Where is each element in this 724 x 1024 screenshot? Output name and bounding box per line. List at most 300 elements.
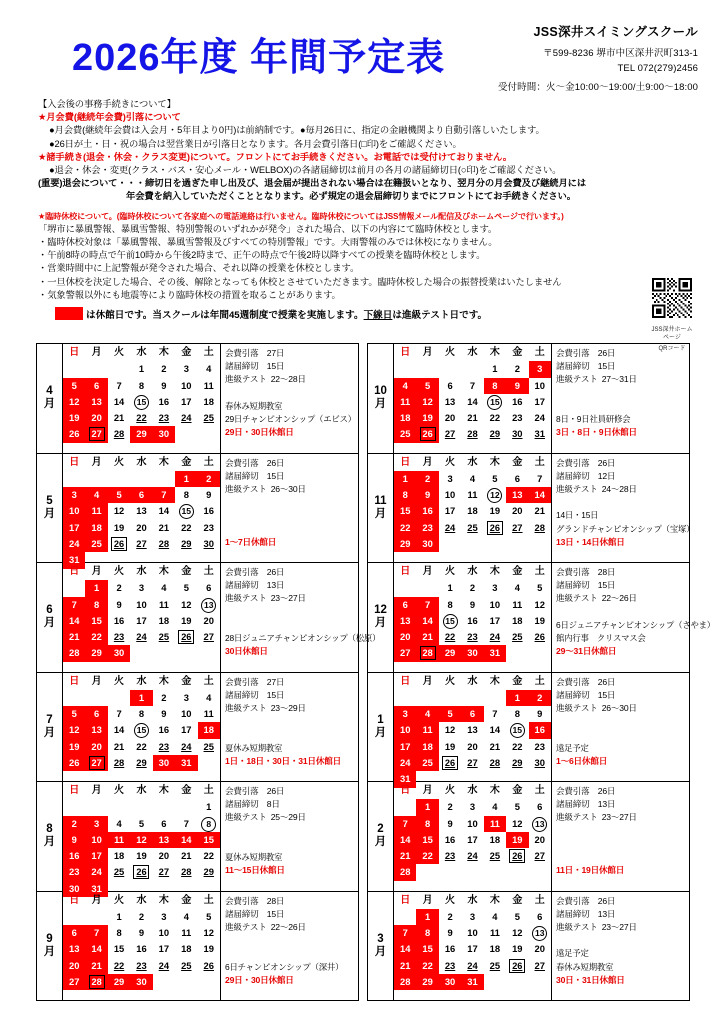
deadline-note: 諸届締切 15日	[556, 361, 616, 372]
day-cell	[198, 816, 220, 832]
week-row	[394, 941, 551, 957]
empty-day-cell	[529, 536, 551, 552]
day-cell: 24	[136, 631, 147, 643]
day-cell: 18	[203, 395, 214, 407]
notice-line: (重要)退会について・・・締切日を過ぎた申し出及び、退会届が提出されない場合は在籍扱いとなり、翌月分の月会費及び継続月には	[38, 178, 587, 189]
mini-calendar	[394, 563, 552, 672]
empty-day-cell	[85, 471, 107, 487]
day-cell: 2	[447, 801, 453, 813]
weekday-header: 水	[467, 785, 478, 796]
qr-caption-line2: QRコード	[658, 346, 686, 352]
closed-days-note: 30日休館日	[225, 646, 268, 657]
fee-note: 会費引落 26日	[556, 676, 616, 687]
weekday-header: 木	[158, 347, 169, 358]
day-cell: 2	[161, 363, 167, 375]
day-cell: 9	[447, 817, 453, 829]
day-cell: 29	[181, 537, 192, 549]
day-cell: 18	[394, 410, 416, 426]
day-cell: 24	[181, 740, 192, 752]
empty-day-cell	[130, 799, 152, 815]
empty-day-cell	[130, 645, 152, 661]
day-cell: 4	[161, 582, 167, 594]
notice-line: 「堺市に暴風警報、暴風雪警報、特別警報のいずれかが発令」された場合、以下の内容にて臨時休校とします。	[38, 223, 498, 234]
weekday-header: 水	[136, 675, 147, 687]
day-cell: 25	[113, 866, 125, 878]
empty-day-cell	[529, 974, 551, 990]
school-name: JSS深井スイミングスクール	[533, 25, 698, 39]
day-cell: 22	[181, 521, 192, 533]
day-cell: 8	[514, 708, 520, 720]
week-row	[63, 848, 220, 864]
day-cell: 5	[138, 817, 145, 829]
day-cell: 4	[394, 378, 416, 394]
weekday-header: 木	[489, 675, 500, 687]
deadline-marker: 15	[510, 723, 525, 738]
day-cell: 30	[534, 756, 545, 768]
day-cell: 20	[467, 740, 478, 752]
month-label: 11 月	[368, 454, 394, 563]
day-cell: 5	[416, 378, 438, 394]
day-cell: 3	[138, 582, 145, 594]
week-row	[394, 394, 551, 410]
weekday-header: 火	[114, 785, 125, 796]
day-cell: 9	[63, 832, 85, 848]
fee-marker: 26	[487, 521, 503, 535]
deadline-marker: 8	[201, 817, 216, 832]
day-cell: 13	[467, 724, 478, 736]
weekday-header: 木	[158, 894, 169, 906]
weekday-header: 土	[203, 347, 214, 358]
mini-calendar	[63, 454, 221, 566]
week-row	[63, 394, 220, 410]
day-cell: 24	[489, 631, 501, 643]
mini-calendar	[394, 454, 552, 563]
empty-day-cell	[198, 426, 220, 442]
day-cell: 18	[113, 850, 125, 862]
weekday-header: 月	[422, 675, 433, 687]
day-cell: 28	[394, 974, 416, 990]
month-notes	[221, 344, 358, 453]
fee-note: 会費引落 27日	[225, 348, 285, 358]
day-cell: 20	[136, 521, 147, 533]
fee-note: 会費引落 26日	[556, 786, 616, 796]
empty-day-cell	[439, 536, 461, 552]
deadline-note: 諸届締切 13日	[556, 908, 616, 919]
day-cell: 27	[63, 974, 85, 990]
week-row	[394, 974, 551, 990]
weekday-header: 火	[114, 347, 125, 358]
empty-day-cell	[394, 909, 416, 925]
day-cell	[130, 394, 152, 410]
day-cell: 3	[394, 706, 416, 722]
month-label: 5 月	[37, 454, 63, 563]
day-cell: 16	[467, 614, 478, 626]
day-cell: 16	[136, 943, 147, 955]
weekday-header: 月	[91, 785, 102, 796]
day-cell: 6	[85, 706, 107, 722]
day-cell: 19	[444, 740, 456, 752]
weekday-header: 金	[512, 566, 523, 577]
event-note: 29日チャンピオンシップ（エビス）	[225, 414, 356, 425]
weekday-header: 土	[534, 347, 545, 358]
day-cell: 10	[444, 489, 456, 501]
weekday-header: 日	[69, 566, 80, 577]
day-cell: 7	[394, 816, 416, 832]
day-cell: 26	[203, 959, 214, 971]
empty-day-cell	[198, 974, 220, 990]
day-cell: 27	[534, 959, 545, 971]
day-cell: 29	[489, 428, 501, 440]
day-cell: 1	[416, 799, 438, 815]
day-cell: 2	[514, 363, 520, 375]
page-header	[0, 22, 724, 100]
day-cell: 9	[447, 927, 453, 939]
week-row	[63, 755, 220, 771]
day-cell: 30	[203, 537, 214, 549]
day-cell: 25	[394, 426, 416, 442]
day-cell: 8	[447, 598, 453, 610]
weekday-header: 水	[136, 347, 147, 358]
fee-marker: 27	[89, 427, 105, 441]
day-cell: 10	[489, 598, 501, 610]
fee-note: 会費引落 26日	[225, 567, 285, 577]
event-note: 遠足予定	[556, 742, 589, 753]
weekday-header: 土	[534, 785, 545, 796]
day-cell: 3	[529, 361, 551, 377]
month-label: 4 月	[37, 344, 63, 453]
empty-day-cell	[416, 690, 438, 706]
notice-line: ★諸手続き(退会・休会・クラス変更)について。フロントにてお手続きください。お電話では受付けておりません。	[38, 151, 512, 162]
empty-day-cell	[394, 580, 416, 596]
deadline-note: 諸届締切 15日	[225, 689, 285, 700]
day-cell: 4	[206, 363, 212, 375]
week-row	[394, 864, 551, 880]
day-cell	[416, 426, 438, 442]
test-note: 進級テスト 23～27日	[556, 921, 637, 932]
day-cell: 10	[181, 379, 192, 391]
closed-days-note: 1日・18日・30日・31日休館日	[225, 755, 341, 766]
qr-code-icon	[652, 278, 692, 318]
day-cell: 27	[534, 850, 545, 862]
day-cell: 28	[158, 537, 170, 549]
empty-day-cell	[108, 799, 130, 815]
day-cell: 1	[447, 582, 453, 594]
day-cell: 22	[203, 850, 214, 862]
day-cell: 3	[161, 910, 167, 922]
month-row	[368, 563, 715, 673]
day-cell: 25	[512, 631, 523, 643]
test-note: 進級テスト 23～29日	[225, 702, 306, 713]
empty-day-cell	[484, 536, 506, 552]
fee-marker: 26	[420, 427, 436, 441]
empty-day-cell	[506, 536, 528, 552]
empty-day-cell	[529, 864, 551, 880]
day-cell: 5	[439, 706, 461, 722]
weekday-header: 月	[422, 894, 433, 906]
day-cell	[529, 816, 551, 832]
day-cell: 9	[506, 378, 528, 394]
day-cell: 7	[416, 597, 438, 613]
day-cell: 2	[198, 471, 220, 487]
week-row	[63, 739, 220, 755]
day-cell: 22	[416, 958, 438, 974]
day-cell: 29	[85, 645, 107, 661]
test-note: 進級テスト 24～28日	[556, 483, 637, 494]
day-cell	[198, 597, 220, 613]
test-note: 進級テスト 25～29日	[225, 812, 306, 823]
weekday-header: 金	[181, 675, 192, 687]
day-cell: 14	[113, 395, 125, 407]
day-cell: 20	[85, 739, 107, 755]
day-cell: 30	[108, 645, 130, 661]
day-cell: 18	[158, 614, 170, 626]
day-cell: 13	[63, 941, 85, 957]
weekday-header: 日	[69, 456, 80, 468]
deadline-marker: 13	[532, 817, 547, 832]
month-row	[37, 892, 358, 1002]
day-cell: 20	[512, 505, 523, 517]
fee-marker: 27	[89, 756, 105, 770]
weekday-header: 日	[69, 675, 80, 687]
week-row	[394, 410, 551, 426]
weekday-header: 火	[114, 456, 125, 468]
day-cell: 23	[444, 959, 456, 971]
closed-days-note: 11～15日休館日	[225, 865, 285, 876]
week-row	[394, 909, 551, 925]
day-cell: 18	[85, 520, 107, 536]
weekday-header: 土	[534, 456, 545, 468]
day-cell: 22	[444, 631, 456, 643]
week-row	[394, 580, 551, 596]
day-cell: 18	[512, 614, 523, 626]
month-notes	[221, 673, 358, 782]
week-row	[394, 799, 551, 815]
month-row	[368, 892, 689, 1002]
day-cell: 12	[181, 598, 192, 610]
month-row	[368, 344, 689, 454]
empty-day-cell	[484, 974, 506, 990]
weekday-header: 日	[400, 894, 411, 906]
day-cell: 24	[534, 412, 545, 424]
empty-day-cell	[63, 361, 85, 377]
qr-code-block	[650, 278, 694, 353]
day-cell: 23	[416, 520, 438, 536]
empty-day-cell	[130, 471, 152, 487]
weekday-header: 木	[158, 785, 169, 796]
day-cell: 19	[416, 410, 438, 426]
empty-day-cell	[85, 909, 107, 925]
day-cell: 10	[85, 832, 107, 848]
day-cell: 24	[394, 755, 416, 771]
day-cell: 11	[512, 598, 523, 610]
week-row	[63, 410, 220, 426]
weekday-header: 木	[158, 675, 169, 687]
day-cell: 13	[85, 394, 107, 410]
day-cell: 5	[537, 582, 543, 594]
month-row	[368, 673, 689, 783]
day-cell: 3	[183, 363, 189, 375]
day-cell: 5	[206, 910, 212, 922]
school-address: 〒599-8236 堺市中区深井沢町313-1	[543, 47, 698, 59]
deadline-note: 諸届締切 15日	[225, 470, 285, 481]
weekday-header: 水	[136, 456, 147, 468]
day-cell: 20	[203, 614, 214, 626]
day-cell: 1	[394, 471, 416, 487]
weekday-header: 水	[467, 675, 478, 687]
day-cell: 20	[158, 850, 170, 862]
day-cell: 8	[416, 925, 438, 941]
weekday-header: 金	[181, 894, 192, 906]
deadline-marker: 15	[134, 723, 149, 738]
week-row	[394, 503, 551, 519]
legend-text-part2: は進級テスト日です。	[392, 310, 488, 321]
day-cell: 23	[63, 864, 85, 880]
day-cell: 22	[113, 959, 125, 971]
notices-block	[38, 98, 698, 302]
day-cell: 6	[537, 910, 543, 922]
day-cell: 3	[85, 816, 107, 832]
day-cell: 29	[108, 974, 130, 990]
day-cell: 13	[153, 832, 175, 848]
weekday-header: 金	[512, 785, 523, 796]
day-cell: 19	[63, 739, 85, 755]
calendar-column-right	[367, 343, 715, 1001]
event-note: 14日・15日	[556, 510, 599, 521]
day-cell: 19	[113, 521, 125, 533]
day-cell: 23	[203, 521, 214, 533]
day-cell: 27	[136, 537, 147, 549]
notice-line: ・午前8時の時点で午前10時から午後2時まで、正午の時点で午後2時以降すべての授業を臨時休校とします。	[38, 250, 486, 261]
day-cell: 6	[130, 487, 152, 503]
day-cell: 18	[467, 505, 478, 517]
legend-underline-term: 下線日	[363, 310, 393, 321]
weekday-header: 日	[400, 456, 411, 468]
day-cell: 14	[63, 613, 85, 629]
day-cell: 18	[489, 943, 501, 955]
month-row	[368, 454, 695, 564]
empty-day-cell	[175, 799, 197, 815]
legend	[55, 307, 487, 321]
fee-note: 会費引落 28日	[556, 567, 616, 577]
day-cell: 7	[116, 708, 122, 720]
day-cell: 14	[158, 505, 170, 517]
day-cell: 24	[181, 412, 192, 424]
calendar-grid	[36, 343, 715, 1001]
day-cell: 3	[492, 582, 498, 594]
day-cell: 16	[203, 505, 214, 517]
day-cell: 22	[136, 740, 147, 752]
event-note: 春休み短期教室	[225, 400, 283, 411]
day-cell: 29	[394, 536, 416, 552]
day-cell: 28	[467, 428, 478, 440]
day-cell: 16	[158, 724, 170, 736]
week-row	[394, 848, 551, 864]
week-row	[63, 974, 220, 990]
empty-day-cell	[63, 580, 85, 596]
weekday-header: 土	[534, 566, 545, 577]
day-cell: 12	[416, 394, 438, 410]
day-cell: 24	[444, 521, 456, 533]
day-cell: 17	[444, 505, 456, 517]
deadline-note: 諸届締切 13日	[556, 799, 616, 810]
day-cell: 4	[514, 582, 520, 594]
day-cell	[484, 520, 506, 536]
month-notes	[552, 782, 689, 891]
day-cell: 7	[63, 597, 85, 613]
day-cell: 21	[113, 412, 125, 424]
day-cell: 9	[206, 489, 212, 501]
day-cell: 12	[203, 927, 214, 939]
week-row	[63, 941, 220, 957]
day-cell: 19	[506, 832, 528, 848]
empty-day-cell	[175, 974, 197, 990]
day-cell: 21	[534, 505, 545, 517]
day-cell: 17	[181, 395, 192, 407]
day-cell: 21	[394, 848, 416, 864]
empty-day-cell	[153, 645, 175, 661]
day-cell: 8	[416, 816, 438, 832]
fee-marker: 26	[509, 849, 525, 863]
day-cell: 31	[484, 645, 506, 661]
deadline-note: 諸届締切 15日	[556, 689, 616, 700]
event-note: 28日ジュニアチャンピオンシップ（松原）	[225, 633, 381, 644]
holiday-color-swatch	[55, 307, 83, 320]
day-cell: 2	[529, 690, 551, 706]
day-cell: 9	[469, 598, 476, 610]
day-cell: 25	[416, 755, 438, 771]
event-note: 遠足予定	[556, 948, 589, 959]
mini-calendar	[394, 673, 552, 785]
empty-day-cell	[153, 799, 175, 815]
day-cell: 3	[183, 691, 189, 703]
day-cell: 7	[183, 817, 189, 829]
day-cell: 25	[158, 631, 170, 643]
day-cell: 17	[467, 833, 478, 845]
day-cell	[130, 722, 152, 738]
day-cell: 3	[63, 487, 85, 503]
day-cell: 19	[534, 614, 545, 626]
day-cell: 27	[467, 756, 478, 768]
day-cell	[85, 755, 107, 771]
day-cell: 9	[416, 487, 438, 503]
empty-day-cell	[153, 471, 175, 487]
day-cell: 14	[394, 832, 416, 848]
weekday-header: 月	[91, 347, 102, 358]
week-row	[63, 722, 220, 738]
week-row	[63, 925, 220, 941]
day-cell: 2	[447, 910, 453, 922]
day-cell: 26	[63, 755, 85, 771]
day-cell: 31	[461, 974, 483, 990]
day-cell: 9	[161, 379, 167, 391]
empty-day-cell	[461, 536, 483, 552]
day-cell: 1	[206, 801, 212, 813]
week-row	[394, 755, 551, 771]
month-notes	[552, 344, 689, 453]
day-cell: 22	[416, 848, 438, 864]
day-cell	[85, 426, 107, 442]
day-cell: 3	[469, 801, 476, 813]
day-cell: 11	[489, 927, 500, 939]
day-cell: 5	[492, 472, 498, 484]
week-row	[394, 958, 551, 974]
empty-day-cell	[484, 690, 506, 706]
legend-text-part1: は休館日です。当スクールは年間45週制度で授業を実施します。	[86, 310, 364, 321]
fee-marker: 28	[420, 646, 436, 660]
weekday-header: 日	[69, 894, 80, 906]
month-notes	[552, 892, 689, 1001]
day-cell: 28	[489, 756, 501, 768]
